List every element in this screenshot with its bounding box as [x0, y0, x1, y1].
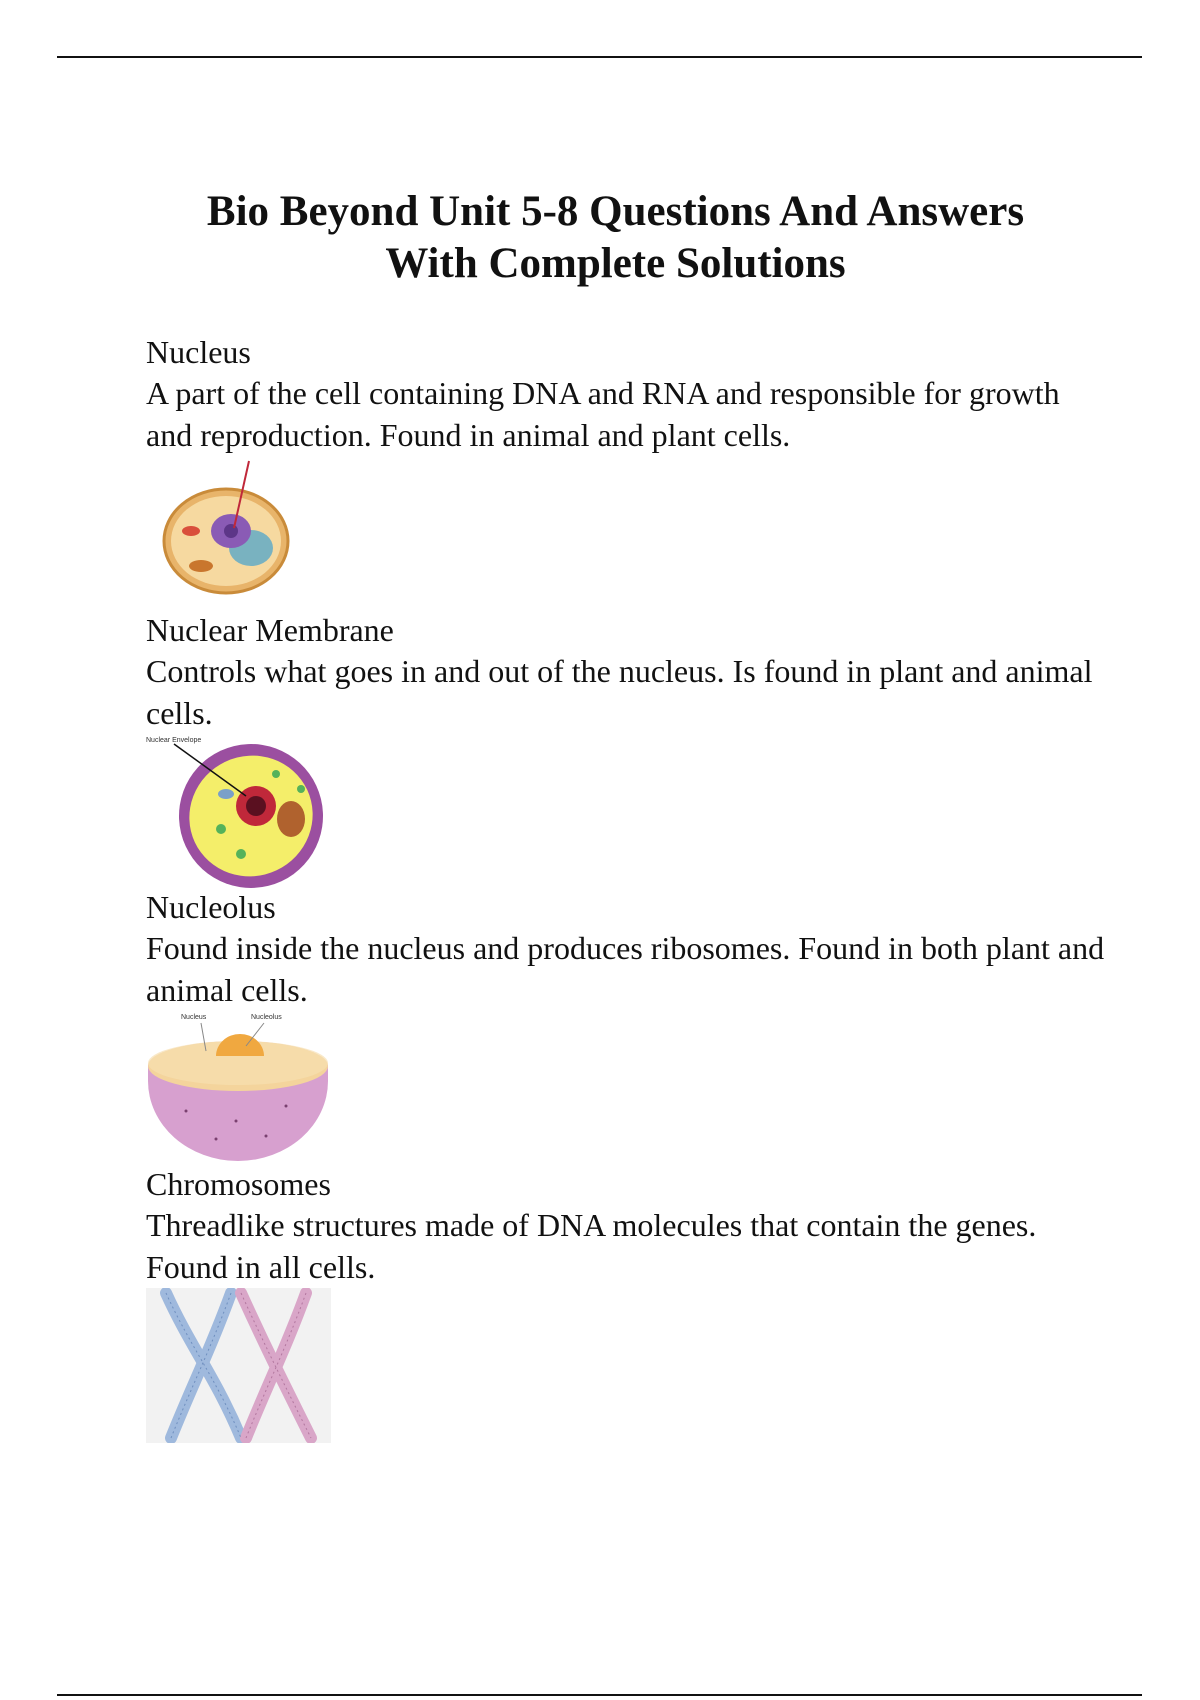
- term-nucleus: Nucleus: [146, 334, 251, 370]
- chromosomes-image: [146, 1288, 331, 1443]
- nuclear-membrane-cell-image: [146, 734, 326, 894]
- term-nucleolus: Nucleolus: [146, 889, 276, 925]
- term-chromosomes: Chromosomes: [146, 1166, 331, 1202]
- figure-label-nucleus: Nucleus: [181, 1014, 207, 1021]
- title-line-1: Bio Beyond Unit 5-8 Questions And Answers: [206, 188, 1025, 235]
- bottom-rule: [57, 1694, 1142, 1696]
- title-line-2: With Complete Solutions: [385, 240, 846, 287]
- definition-nucleolus: Found inside the nucleus and produces ribosomes. Found in both plant and animal cells.: [146, 930, 1105, 1008]
- nucleolus-image: [146, 1011, 331, 1161]
- entry-nucleus: [146, 332, 1106, 596]
- figure-label-nuclear-envelope: Nuclear Envelope: [146, 737, 202, 744]
- term-nuclear-membrane: Nuclear Membrane: [146, 612, 394, 648]
- entry-nuclear-membrane: [146, 610, 1106, 894]
- definition-chromosomes: Threadlike structures made of DNA molecules that contain the genes. Found in all cells.: [146, 1207, 1037, 1285]
- page-title: [0, 186, 1200, 290]
- figure-label-nucleolus: Nucleolus: [251, 1014, 282, 1021]
- top-rule: [57, 56, 1142, 58]
- animal-cell-image: [146, 456, 296, 596]
- definition-nuclear-membrane: Controls what goes in and out of the nucleus. Is found in plant and animal cells.: [146, 653, 1093, 731]
- definition-nucleus: A part of the cell containing DNA and RNA and responsible for growth and reproduction. Found in animal and plant cells.: [146, 375, 1060, 453]
- entry-nucleolus: [146, 887, 1106, 1161]
- entry-chromosomes: [146, 1164, 1106, 1443]
